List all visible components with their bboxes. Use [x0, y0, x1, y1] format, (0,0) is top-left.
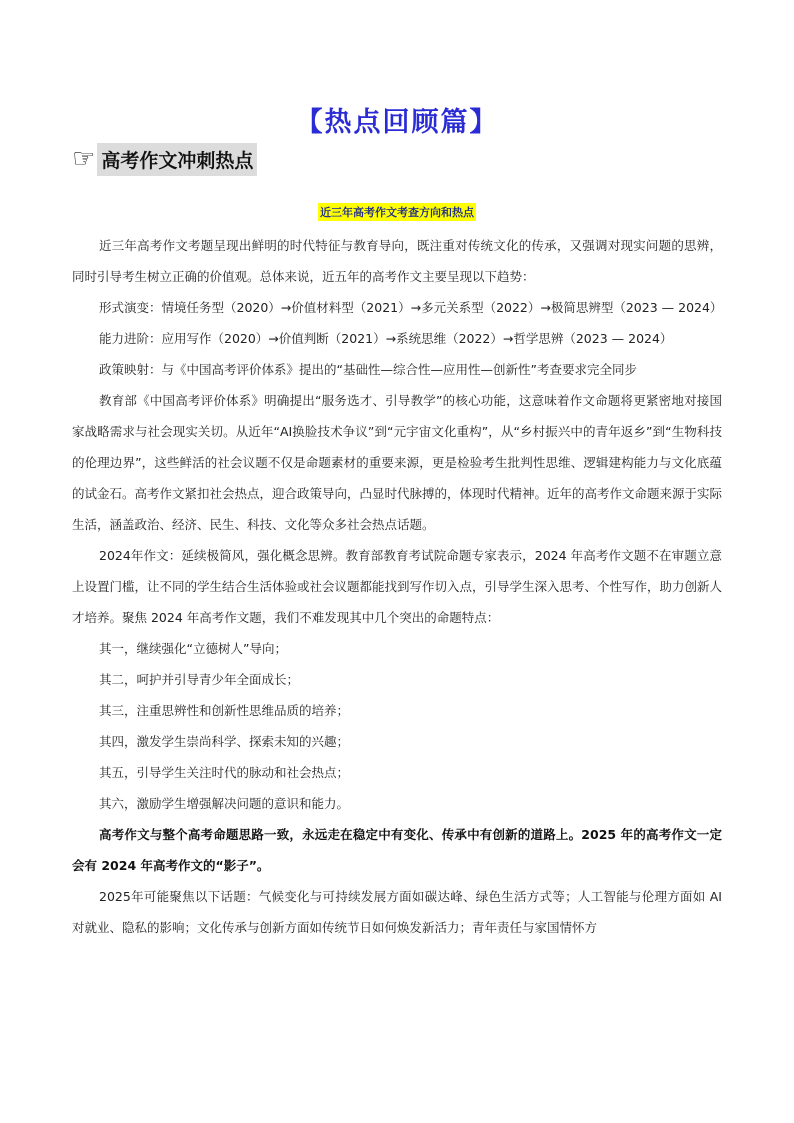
- list-item: 其四，激发学生崇尚科学、探索未知的兴趣；: [99, 734, 350, 749]
- paragraph-intro: 近三年高考作文考题呈现出鲜明的时代特征与教育导向，既注重对传统文化的传承，又强调对现实问题的思辨，同时引导考生树立正确的价值观。总体来说，近五年的高考作文主要呈现以下趋势：: [72, 238, 722, 284]
- list-item: 其二，呵护并引导青少年全面成长；: [99, 672, 300, 687]
- paragraph-evaluation-system: 教育部《中国高考评价体系》明确提出“服务选才、引导教学”的核心功能，这意味着作文命题将更紧密地对接国家战略需求与社会现实关切。从近年“AI换脸技术争议”到“元宇宙文化重构”，从“乡村振兴中的青年返乡”到“生物科技的伦理边界”，这些鲜活的社会议题不仅是命题素材的重要来源，更是检验考生批判性思维、逻辑建构能力与文化底蕴的试金石。高考作文紧扣社会热点，迎合政策导向，凸显时代脉搏的，体现时代精神。近年的高考作文命题来源于实际生活，涵盖政治、经济、民生、科技、文化等众多社会热点话题。: [72, 393, 723, 532]
- body-text: [72, 230, 722, 943]
- paragraph-form-evolution: 形式演变：情境任务型（2020）→价值材料型（2021）→多元关系型（2022）→极简思辨型（2023 — 2024）: [99, 300, 723, 315]
- paragraph-bold-summary: 高考作文与整个高考命题思路一致，永远走在稳定中有变化、传承中有创新的道路上。2025 年的高考作文一定会有 2024 年高考作文的“影子”。: [72, 827, 722, 873]
- list-item: 其六，激励学生增强解决问题的意识和能力。: [99, 796, 350, 811]
- paragraph-policy-mapping: 政策映射：与《中国高考评价体系》提出的“基础性—综合性—应用性—创新性”考查要求完全同步: [99, 362, 637, 377]
- list-item: 其一，继续强化“立德树人”导向；: [99, 641, 287, 656]
- subtitle-container: [0, 201, 794, 221]
- list-item: 其三，注重思辨性和创新性思维品质的培养；: [99, 703, 350, 718]
- section-heading: [72, 140, 257, 178]
- paragraph-2024-essay: 2024年作文：延续极简风，强化概念思辨。教育部教育考试院命题专家表示，2024 年高考作文题不在审题立意上设置门槛，让不同的学生结合生活体验或社会议题都能找到写作切入点，引导学生深入思考、个性写作，助力创新人才培养。聚焦 2024 年高考作文题，我们不难发现其中几个突出的命题特点：: [72, 548, 723, 625]
- pointing-hand-icon: ☞: [72, 144, 96, 174]
- paragraph-2025-topics: 2025年可能聚焦以下话题：气候变化与可持续发展方面如碳达峰、绿色生活方式等；人工智能与伦理方面如 AI 对就业、隐私的影响；文化传承与创新方面如传统节日如何焕发新活力；青年责任与家国情怀方: [72, 889, 722, 935]
- paragraph-ability-progression: 能力进阶：应用写作（2020）→价值判断（2021）→系统思维（2022）→哲学思辨（2023 — 2024）: [99, 331, 673, 346]
- highlighted-subtitle: 近三年高考作文考查方向和热点: [318, 203, 476, 221]
- page-title: 【热点回顾篇】: [295, 107, 499, 138]
- list-item: 其五，引导学生关注时代的脉动和社会热点；: [99, 765, 350, 780]
- section-label: 高考作文冲刺热点: [97, 143, 257, 176]
